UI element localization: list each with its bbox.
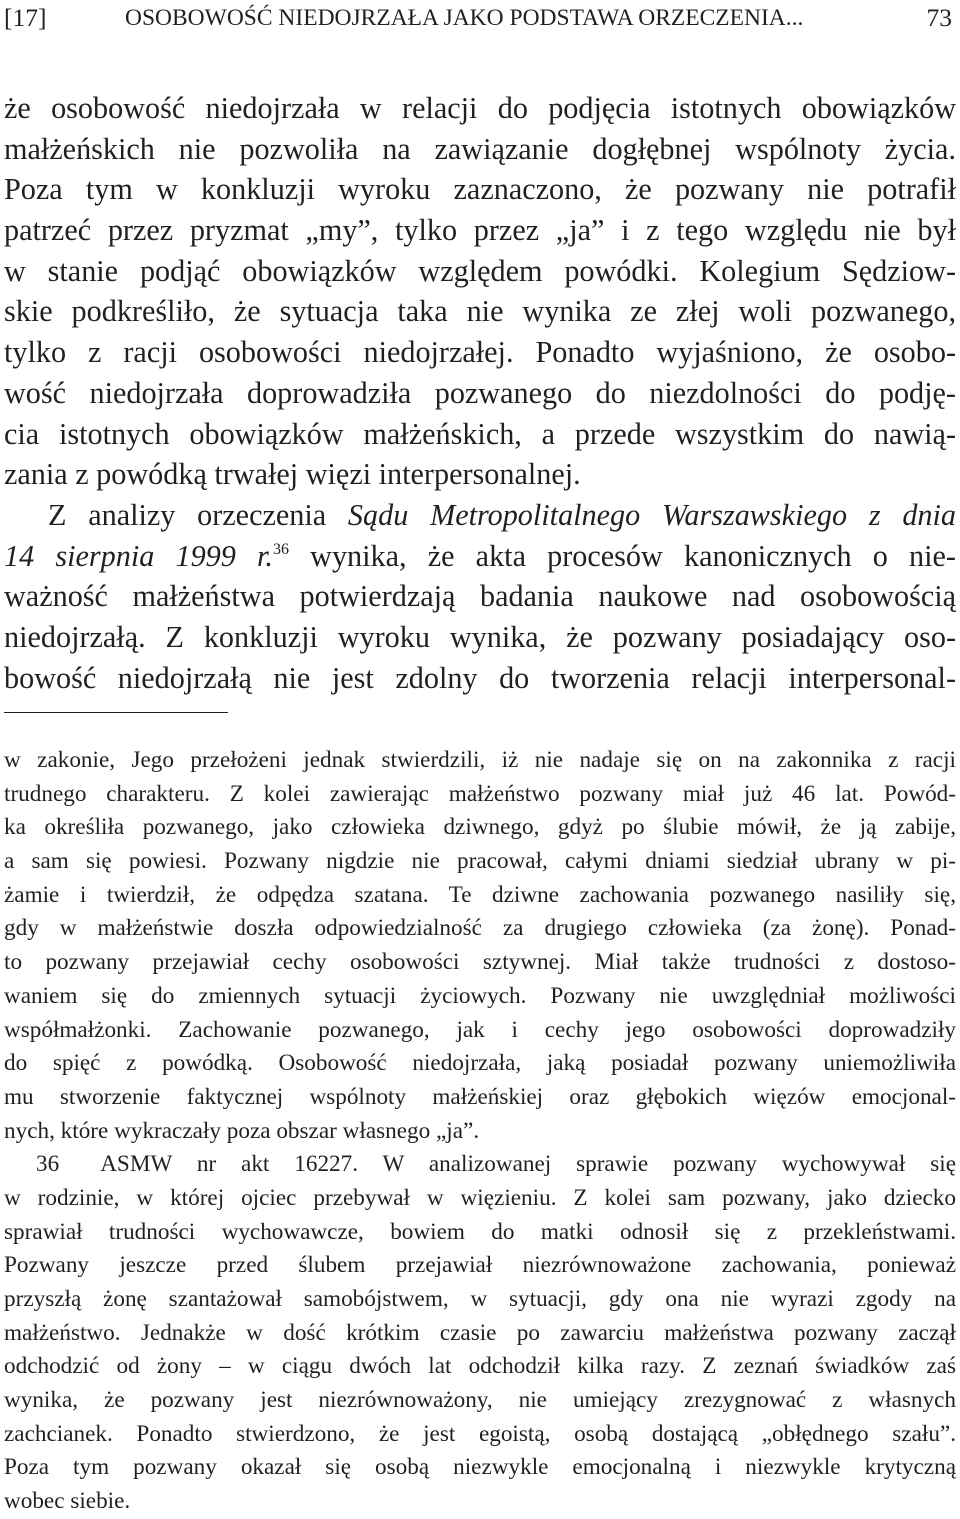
running-title: OSOBOWOŚĆ NIEDOJRZAŁA JAKO PODSTAWA ORZECZENIA... xyxy=(125,5,804,31)
body-line xyxy=(4,536,956,577)
page-number: 73 xyxy=(926,3,952,32)
footnote-line: odchodzić od żony – w ciągu dwóch lat odchodził kilka razy. Z zeznań świadków zaś xyxy=(4,1353,956,1380)
footnote-line: przyszłą żonę szantażował samobójstwem, w sytuacji, gdy ona nie wyrazi zgody na xyxy=(4,1286,956,1312)
court-name-italic: Sądu Metropolitalnego Warszawskiego z dnia xyxy=(347,497,956,532)
body-line: że osobowość niedojrzała w relacji do podjęcia istotnych obowiązków xyxy=(4,91,956,125)
footnote-line: Poza tym pozwany okazał się osobą niezwykle emocjonalną i niezwykle krytyczną xyxy=(4,1454,956,1481)
footnote-line: małżeństwo. Jednakże w dość krótkim czasie po zawarciu małżeństwa pozwany zaczął xyxy=(4,1319,956,1346)
body-text-run: Z analizy orzeczenia xyxy=(48,497,348,532)
footnote-line: w zakonie, Jego przełożeni jednak stwierdzili, iż nie nadaje się on na zakonnika z racji xyxy=(4,747,956,773)
footnote-line: do spięć z powódką. Osobowość niedojrzała, jaką posiadał pozwany uniemożliwiła xyxy=(4,1050,956,1077)
body-text-run: wynika, że akta procesów kanonicznych o nie- xyxy=(288,538,956,573)
chapter-number: [17] xyxy=(4,3,47,32)
body-line: małżeńskich nie pozwoliła na zawiązanie dogłębnej wspólnoty życia. xyxy=(4,131,956,166)
footnote-line: wynika, że pozwany jest niezrównoważony, nie umiejący zrezygnować z własnych xyxy=(4,1387,956,1414)
body-line: patrzeć przez pryzmat „my”, tylko przez „ja” i z tego względu nie był xyxy=(4,213,956,248)
footnote-line: mu stworzenie faktycznej wspólnoty małżeńskiej oraz głębokich więzów emocjonal- xyxy=(4,1083,956,1110)
footnote-line xyxy=(4,1148,956,1182)
footnote-line: trudnego charakteru. Z kolei zawierając małżeństwo pozwany miał już 46 lat. Powód- xyxy=(4,780,956,807)
footnote-number: 36 xyxy=(36,1151,60,1178)
footnote-line: to pozwany przejawiał cechy osobowości sztywnej. Miał także trudności z dostoso- xyxy=(4,949,956,976)
footnote-reference: 36 xyxy=(272,540,289,558)
footnote-line: w rodzinie, w której ojciec przebywał w więzieniu. Z kolei sam pozwany, jako dziecko xyxy=(4,1184,956,1211)
footnotes xyxy=(4,744,956,1519)
body-line: zania z powódką trwałej więzi interpersonalnej. xyxy=(4,457,581,492)
footnote-line: ka określiła pozwanego, jako człowieka dziwnego, gdyż po ślubie mówił, że ją zabije, xyxy=(4,814,956,841)
footnote-line: Pozwany jeszcze przed ślubem przejawiał niezrównoważone zachowania, ponieważ xyxy=(4,1252,956,1279)
body-line: bowość niedojrzałą nie jest zdolny do tworzenia relacji interpersonal- xyxy=(4,660,956,695)
body-line: wość niedojrzała doprowadziła pozwanego do niezdolności do podję- xyxy=(4,375,956,410)
footnote-line: waniem się do zmiennych sytuacji życiowych. Pozwany nie uwzględniał możliwości xyxy=(4,982,956,1009)
footnote-line: a sam się powiesi. Pozwany nigdzie nie pracował, całymi dniami siedział ubrany w pi- xyxy=(4,848,956,875)
body-line xyxy=(4,495,956,536)
footnote-line: sprawiał trudności wychowawcze, bowiem do matki odnosił się z przekleństwami. xyxy=(4,1218,956,1245)
body-line: Poza tym w konkluzji wyroku zaznaczono, że pozwany nie potrafił xyxy=(4,172,956,207)
footnote-separator xyxy=(4,712,228,713)
ruling-date-italic: 14 sierpnia 1999 r. xyxy=(4,538,273,573)
body-line: tylko z racji osobowości niedojrzałej. Ponadto wyjaśniono, że osobo- xyxy=(4,335,956,370)
footnote-line: żamie i twierdził, że odpędza szatana. Te dziwne zachowania pozwanego nasiliły się, xyxy=(4,881,956,908)
footnote-line: zachcianek. Ponadto stwierdzono, że jest egoistą, osobą dostającą „obłędnego szału”. xyxy=(4,1420,956,1447)
body-line: cia istotnych obowiązków małżeńskich, a przede wszystkim do nawią- xyxy=(4,416,956,451)
body-line: skie podkreśliło, że sytuacja taka nie wynika ze złej woli pozwanego, xyxy=(4,294,956,329)
footnote-line: nych, które wykraczały poza obszar własnego „ja”. xyxy=(4,1117,480,1144)
body-line: ważność małżeństwa potwierdzają badania naukowe nad osobowością xyxy=(4,579,956,614)
body-text xyxy=(4,88,956,698)
body-line: niedojrzałą. Z konkluzji wyroku wynika, że pozwany posiadający oso- xyxy=(4,619,956,654)
footnote-line: wobec siebie. xyxy=(4,1488,131,1515)
body-line: w stanie podjąć obowiązków względem powódki. Kolegium Sędziow- xyxy=(4,253,956,288)
footnote-line: gdy w małżeństwie doszła odpowiedzialność za drugiego człowieka (za żonę). Ponad- xyxy=(4,915,956,942)
running-header xyxy=(4,0,956,40)
footnote-text: ASMW nr akt 16227. W analizowanej sprawie pozwany wychowywał się xyxy=(100,1151,956,1178)
footnote-line: współmałżonki. Zachowanie pozwanego, jak i cechy jego osobowości doprowadziły xyxy=(4,1016,956,1043)
